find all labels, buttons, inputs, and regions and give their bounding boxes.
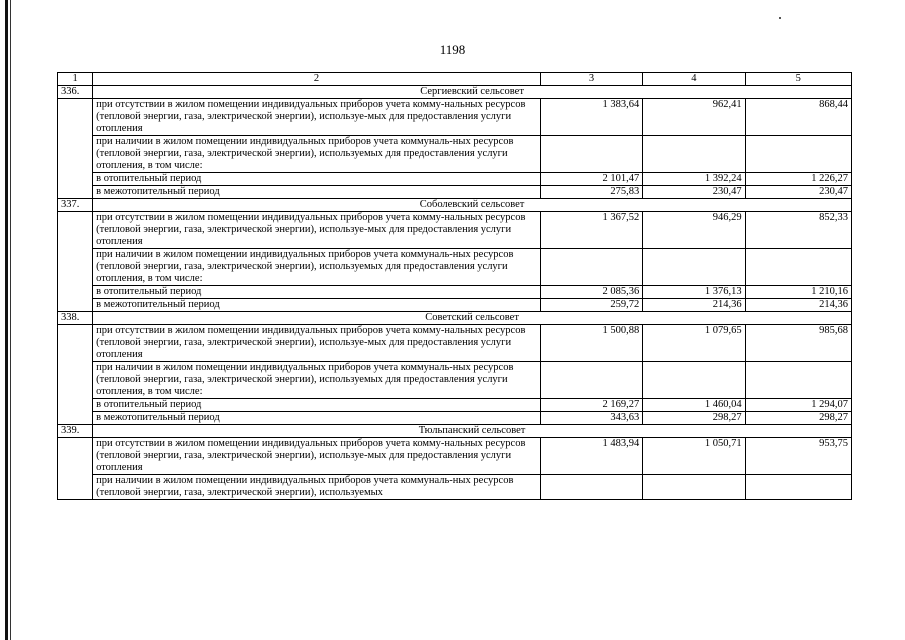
section-number: 338. bbox=[58, 312, 93, 325]
section-name: Советский сельсовет bbox=[93, 312, 852, 325]
value-col3: 275,83 bbox=[540, 186, 642, 199]
table-row bbox=[58, 299, 852, 312]
section-title-row bbox=[58, 425, 852, 438]
empty-cell bbox=[58, 99, 93, 199]
value-col5: 852,33 bbox=[745, 212, 851, 249]
heating-label: в отопительный период bbox=[93, 399, 541, 412]
table-row bbox=[58, 412, 852, 425]
header-cell-3: 3 bbox=[540, 73, 642, 86]
value-col3: 1 383,64 bbox=[540, 99, 642, 136]
value-col3: 2 085,36 bbox=[540, 286, 642, 299]
nonheating-label: в межотопительный период bbox=[93, 412, 541, 425]
section-title-row bbox=[58, 86, 852, 99]
empty-cell bbox=[745, 362, 851, 399]
value-col5: 868,44 bbox=[745, 99, 851, 136]
table-row bbox=[58, 249, 852, 286]
section-number: 339. bbox=[58, 425, 93, 438]
value-col5: 1 210,16 bbox=[745, 286, 851, 299]
section-number: 336. bbox=[58, 86, 93, 99]
table-row bbox=[58, 286, 852, 299]
table-row bbox=[58, 475, 852, 500]
empty-cell bbox=[58, 212, 93, 312]
header-cell-4: 4 bbox=[643, 73, 745, 86]
nonheating-label: в межотопительный период bbox=[93, 186, 541, 199]
table-row bbox=[58, 186, 852, 199]
value-col5: 214,36 bbox=[745, 299, 851, 312]
value-col3: 1 483,94 bbox=[540, 438, 642, 475]
without-meters-text: при отсутствии в жилом помещении индивидуальных приборов учета комму-нальных ресурсов (тепловой энергии, газа, электрической энергии), используе-мых для предоставления услуги отопления bbox=[93, 438, 541, 475]
table-row bbox=[58, 136, 852, 173]
empty-cell bbox=[643, 475, 745, 500]
with-meters-text: при наличии в жилом помещении индивидуальных приборов учета коммуналь-ных ресурсов (тепловой энергии, газа, электрической энергии), используемых для предоставления услуги отопления, в том числе: bbox=[93, 136, 541, 173]
value-col5: 1 226,27 bbox=[745, 173, 851, 186]
value-col5: 230,47 bbox=[745, 186, 851, 199]
heating-label: в отопительный период bbox=[93, 173, 541, 186]
empty-cell bbox=[540, 249, 642, 286]
with-meters-text: при наличии в жилом помещении индивидуальных приборов учета коммуналь-ных ресурсов (тепловой энергии, газа, электрической энергии), используемых для предоставления услуги отопления, в том числе: bbox=[93, 362, 541, 399]
empty-cell bbox=[745, 475, 851, 500]
scan-edge-line bbox=[10, 0, 11, 640]
value-col5: 953,75 bbox=[745, 438, 851, 475]
page-number: 1198 bbox=[439, 42, 466, 57]
value-col4: 962,41 bbox=[643, 99, 745, 136]
value-col5: 1 294,07 bbox=[745, 399, 851, 412]
empty-cell bbox=[540, 362, 642, 399]
with-meters-text: при наличии в жилом помещении индивидуальных приборов учета коммуналь-ных ресурсов (тепловой энергии, газа, электрической энергии), используемых для предоставления услуги отопления, в том числе: bbox=[93, 249, 541, 286]
value-col3: 2 169,27 bbox=[540, 399, 642, 412]
scan-speck bbox=[779, 17, 781, 19]
scan-edge-mark bbox=[5, 0, 8, 640]
table-row bbox=[58, 438, 852, 475]
empty-cell bbox=[745, 249, 851, 286]
table-row bbox=[58, 362, 852, 399]
header-row bbox=[58, 73, 852, 86]
value-col3: 259,72 bbox=[540, 299, 642, 312]
value-col4: 1 050,71 bbox=[643, 438, 745, 475]
header-cell-5: 5 bbox=[745, 73, 851, 86]
value-col4: 1 376,13 bbox=[643, 286, 745, 299]
empty-cell bbox=[643, 362, 745, 399]
table-row bbox=[58, 99, 852, 136]
empty-cell bbox=[540, 475, 642, 500]
header-cell-1: 1 bbox=[58, 73, 93, 86]
empty-cell bbox=[58, 438, 93, 500]
value-col4: 214,36 bbox=[643, 299, 745, 312]
section-name: Тюльпанский сельсовет bbox=[93, 425, 852, 438]
without-meters-text: при отсутствии в жилом помещении индивидуальных приборов учета комму-нальных ресурсов (тепловой энергии, газа, электрической энергии), используе-мых для предоставления услуги отопления bbox=[93, 212, 541, 249]
value-col3: 2 101,47 bbox=[540, 173, 642, 186]
value-col4: 230,47 bbox=[643, 186, 745, 199]
value-col4: 1 392,24 bbox=[643, 173, 745, 186]
section-name: Сергиевский сельсовет bbox=[93, 86, 852, 99]
section-number: 337. bbox=[58, 199, 93, 212]
value-col5: 985,68 bbox=[745, 325, 851, 362]
table-row bbox=[58, 325, 852, 362]
table-row bbox=[58, 212, 852, 249]
nonheating-label: в межотопительный период bbox=[93, 299, 541, 312]
with-meters-text: при наличии в жилом помещении индивидуальных приборов учета коммуналь-ных ресурсов (тепловой энергии, газа, электрической энергии), используемых bbox=[93, 475, 541, 500]
heating-label: в отопительный период bbox=[93, 286, 541, 299]
section-name: Соболевский сельсовет bbox=[93, 199, 852, 212]
value-col4: 946,29 bbox=[643, 212, 745, 249]
value-col3: 343,63 bbox=[540, 412, 642, 425]
header-cell-2: 2 bbox=[93, 73, 541, 86]
empty-cell bbox=[58, 325, 93, 425]
empty-cell bbox=[643, 249, 745, 286]
value-col3: 1 500,88 bbox=[540, 325, 642, 362]
section-title-row bbox=[58, 199, 852, 212]
empty-cell bbox=[745, 136, 851, 173]
empty-cell bbox=[643, 136, 745, 173]
table-row bbox=[58, 399, 852, 412]
value-col4: 1 460,04 bbox=[643, 399, 745, 412]
tariff-table bbox=[57, 72, 852, 500]
empty-cell bbox=[540, 136, 642, 173]
table-row bbox=[58, 173, 852, 186]
without-meters-text: при отсутствии в жилом помещении индивидуальных приборов учета комму-нальных ресурсов (тепловой энергии, газа, электрической энергии), используе-мых для предоставления услуги отопления bbox=[93, 99, 541, 136]
without-meters-text: при отсутствии в жилом помещении индивидуальных приборов учета комму-нальных ресурсов (тепловой энергии, газа, электрической энергии), используе-мых для предоставления услуги отопления bbox=[93, 325, 541, 362]
value-col4: 298,27 bbox=[643, 412, 745, 425]
value-col5: 298,27 bbox=[745, 412, 851, 425]
section-title-row bbox=[58, 312, 852, 325]
value-col4: 1 079,65 bbox=[643, 325, 745, 362]
value-col3: 1 367,52 bbox=[540, 212, 642, 249]
